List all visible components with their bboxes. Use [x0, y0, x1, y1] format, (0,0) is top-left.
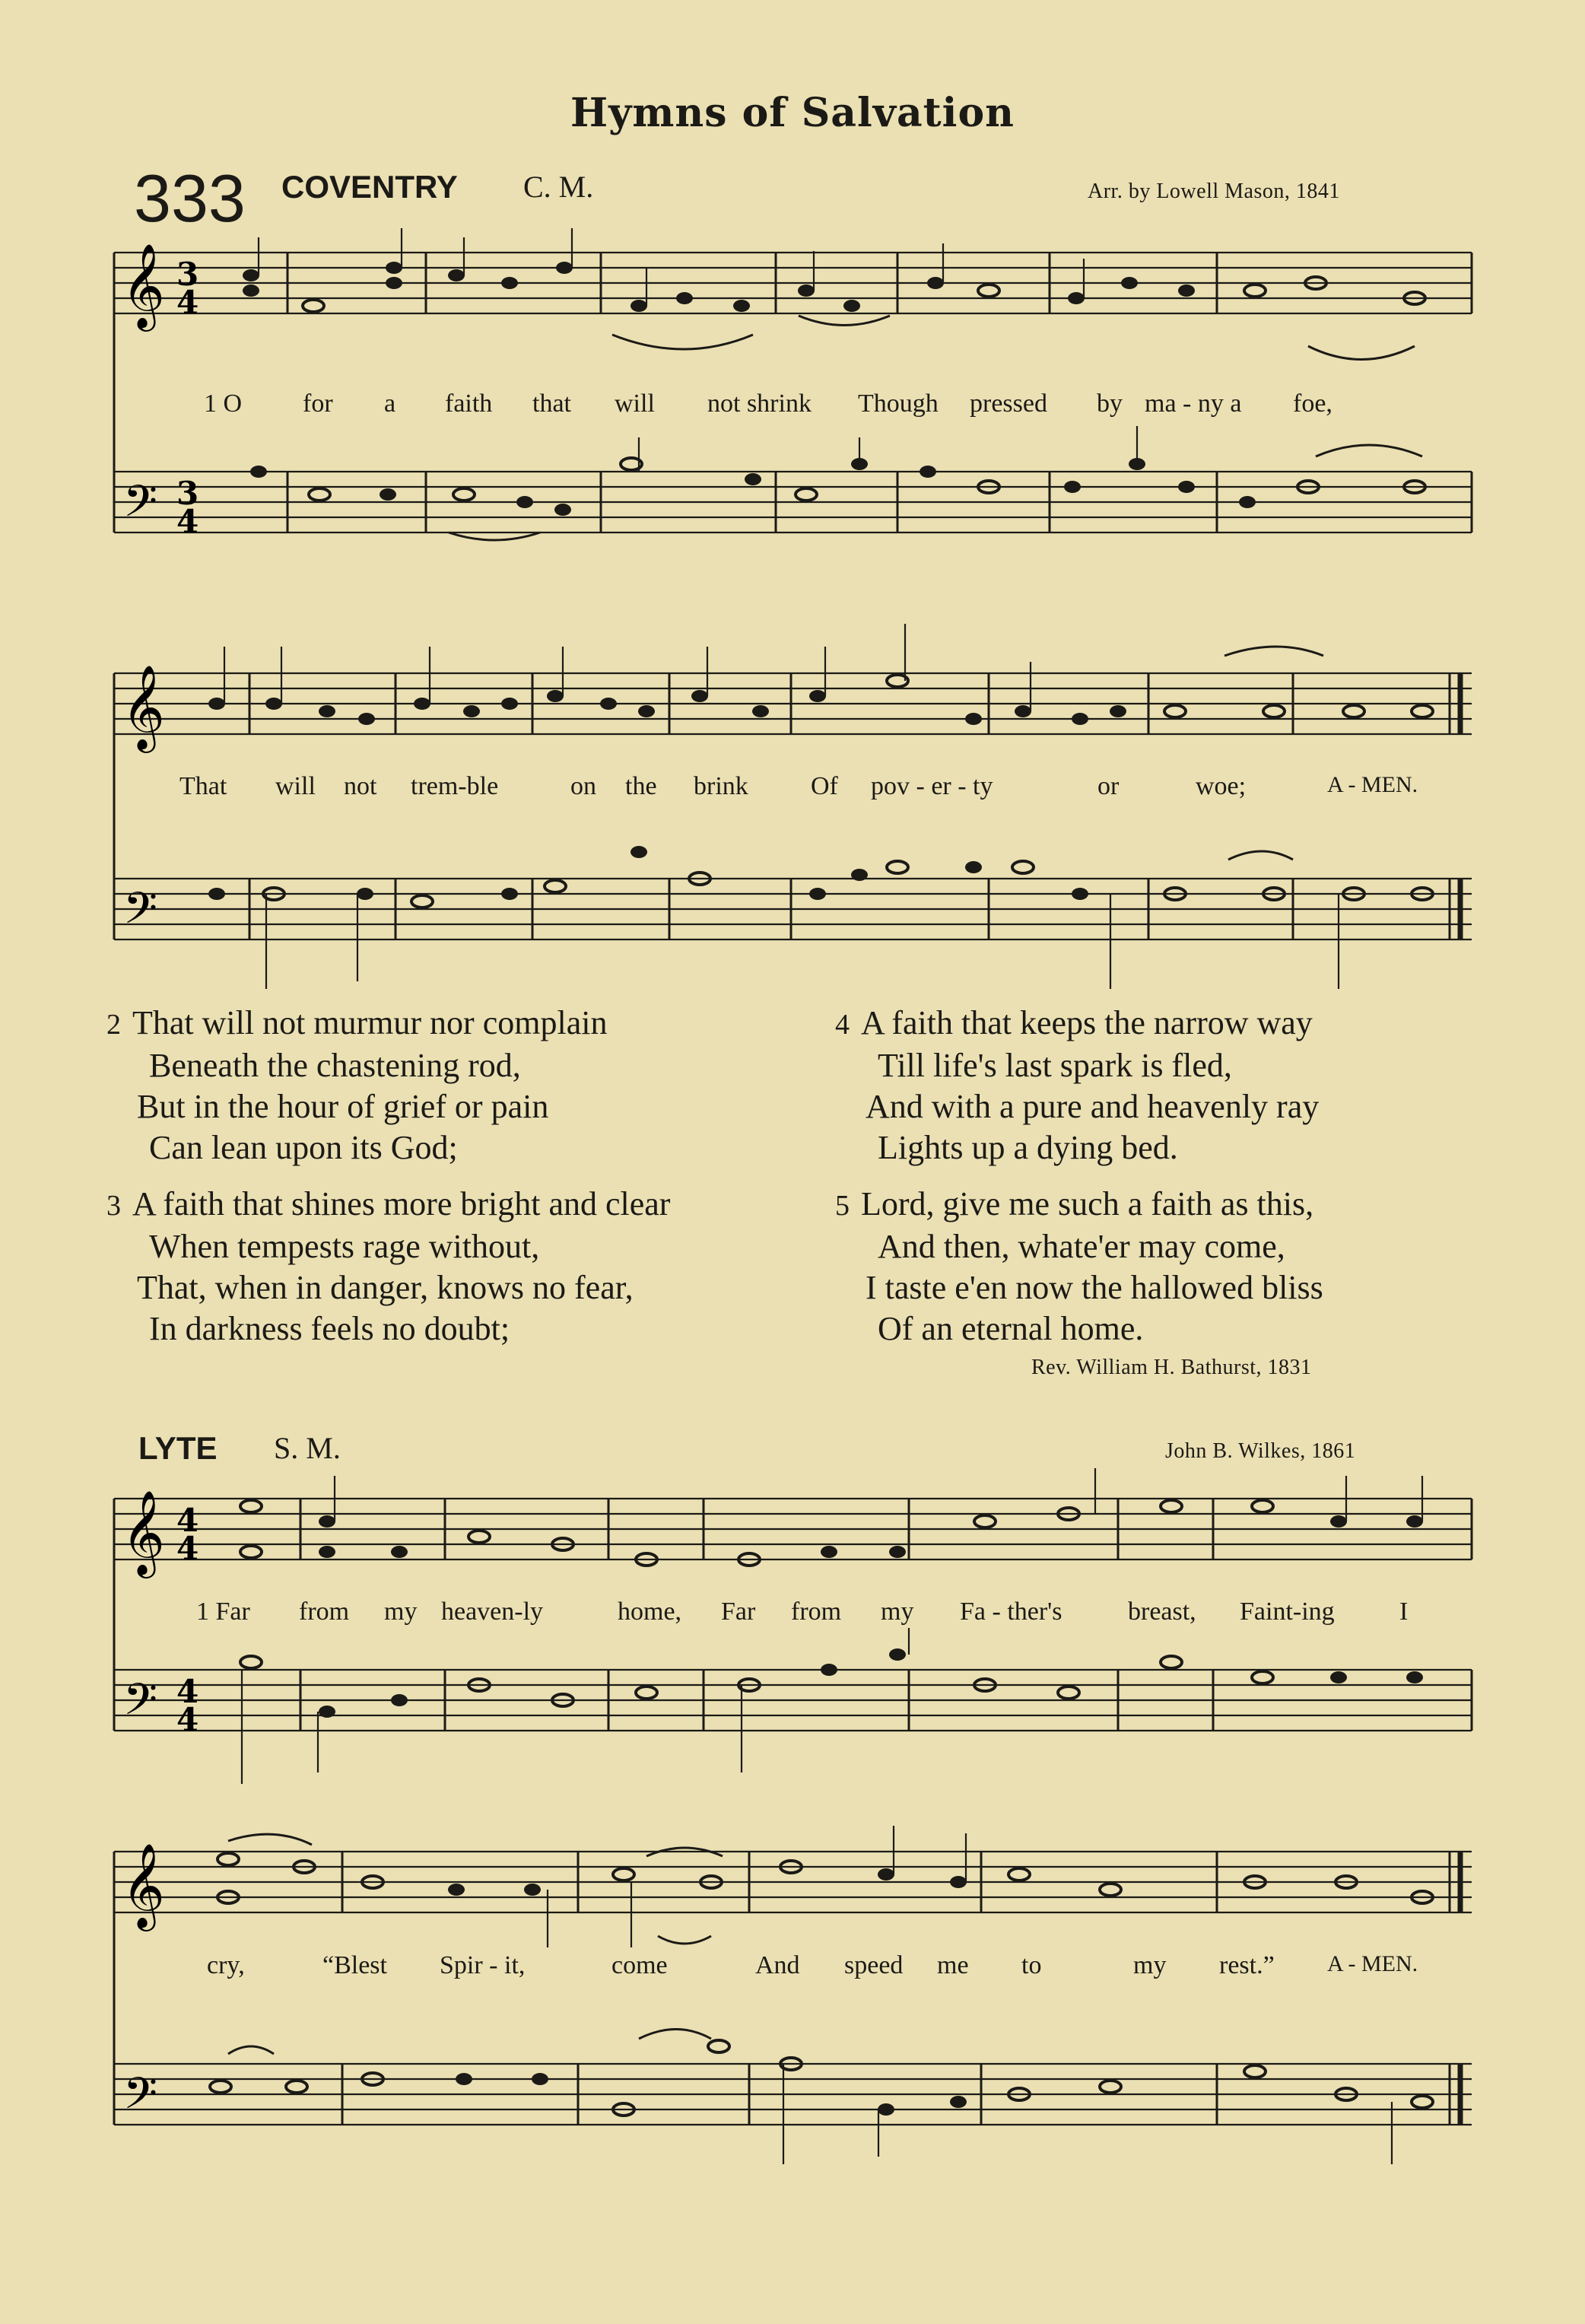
lyric-word: on	[570, 772, 596, 800]
tune-name: LYTE	[138, 1430, 218, 1466]
verse-line: Can lean upon its God;	[149, 1129, 458, 1166]
verse-line: And then, whate'er may come,	[878, 1228, 1285, 1265]
lyric-word: I	[1399, 1598, 1409, 1626]
treble-clef-icon: 𝄞	[122, 1842, 165, 1928]
lyric-word: the	[625, 772, 657, 800]
running-head: Hymns of Salvation	[570, 90, 1015, 136]
lyric-word: by	[1097, 389, 1123, 418]
verse-number: 2	[106, 1009, 121, 1041]
lyric-word: a	[384, 389, 396, 418]
verse-line: A faith that shines more bright and clear	[132, 1185, 671, 1222]
lyric-word: trem-ble	[411, 772, 499, 800]
lyric-word: Spir - it,	[440, 1951, 526, 1979]
verse-line: That, when in danger, knows no fear,	[137, 1269, 634, 1306]
bass-clef-icon: 𝄢	[123, 882, 158, 945]
lyric-word: 1 O	[204, 389, 243, 418]
lyric-word: A - MEN.	[1327, 772, 1418, 797]
verse-line: Till life's last spark is fled,	[878, 1047, 1232, 1084]
lyric-word: come	[611, 1951, 668, 1979]
svg-text:4: 4	[176, 1530, 199, 1567]
bass-clef-icon: 𝄢	[123, 475, 158, 538]
lyric-word: home,	[618, 1598, 682, 1626]
lyric-word: rest.”	[1219, 1951, 1275, 1979]
verse-line: When tempests rage without,	[149, 1228, 540, 1265]
time-sig-bottom: 4	[176, 284, 199, 321]
verse-line: But in the hour of grief or pain	[137, 1088, 549, 1125]
lyric-word: Fa - ther's	[960, 1598, 1062, 1626]
lyric-word: Though	[858, 389, 939, 418]
tune-name: COVENTRY	[281, 169, 458, 205]
lyric-word: will	[615, 389, 655, 418]
lyric-word: “Blest	[322, 1951, 387, 1979]
verse-number: 3	[106, 1190, 121, 1222]
svg-text:4: 4	[176, 1502, 199, 1539]
lyric-word: ma - ny a	[1145, 389, 1242, 418]
lyric-word: for	[303, 389, 333, 418]
lyric-word: And	[755, 1951, 800, 1979]
verse-line: Of an eternal home.	[878, 1310, 1144, 1347]
lyric-word: foe,	[1293, 389, 1332, 418]
treble-clef-icon: 𝄞	[122, 1489, 165, 1575]
lyric-word: breast,	[1128, 1598, 1196, 1626]
verse-line: Beneath the chastening rod,	[149, 1047, 521, 1084]
lyric-word: my	[1133, 1951, 1167, 1979]
author-credit: Rev. William H. Bathurst, 1831	[1031, 1356, 1312, 1379]
lyric-word: from	[299, 1598, 350, 1626]
lyric-word: pov - er - ty	[871, 772, 993, 800]
lyric-word: to	[1021, 1951, 1042, 1979]
lyric-word: faith	[445, 389, 493, 418]
lyric-word: my	[384, 1598, 418, 1626]
lyric-word: my	[881, 1598, 914, 1626]
verse-line: A faith that keeps the narrow way	[861, 1004, 1313, 1041]
bass-clef-icon: 𝄢	[123, 1674, 158, 1736]
treble-clef-icon: 𝄞	[122, 664, 165, 749]
verse-line: In darkness feels no doubt;	[149, 1310, 510, 1347]
lyric-word: will	[275, 772, 316, 800]
verse-line: Lights up a dying bed.	[878, 1129, 1178, 1166]
lyric-word: A - MEN.	[1327, 1951, 1418, 1976]
svg-text:4: 4	[176, 1673, 199, 1710]
lyric-word: cry,	[207, 1951, 245, 1979]
lyric-word: Of	[811, 772, 838, 800]
svg-text:3: 3	[176, 475, 199, 512]
lyric-word: brink	[694, 772, 748, 800]
verse-line: I taste e'en now the hallowed bliss	[866, 1269, 1323, 1306]
lyric-word: pressed	[970, 389, 1047, 418]
lyric-word: me	[937, 1951, 969, 1979]
meter: S. M.	[274, 1431, 341, 1465]
lyric-word: that	[532, 389, 571, 418]
lyric-word: woe;	[1196, 772, 1247, 800]
lyric-word: That	[179, 772, 227, 800]
lyric-word: Far	[721, 1598, 756, 1626]
verse-number: 4	[835, 1009, 850, 1041]
svg-text:4: 4	[176, 503, 199, 540]
lyric-word: not shrink	[707, 389, 812, 418]
lyric-word: Faint-ing	[1240, 1598, 1335, 1626]
verse-line: Lord, give me such a faith as this,	[861, 1185, 1314, 1222]
svg-text:4: 4	[176, 1701, 199, 1738]
composer-credit: Arr. by Lowell Mason, 1841	[1088, 180, 1340, 203]
lyric-word: from	[791, 1598, 842, 1626]
composer-credit: John B. Wilkes, 1861	[1165, 1439, 1356, 1463]
verse-line: That will not murmur nor complain	[132, 1004, 608, 1041]
meter: C. M.	[523, 170, 594, 204]
lyric-word: or	[1097, 772, 1120, 800]
lyric-word: speed	[844, 1951, 904, 1979]
lyric-word: heaven-ly	[441, 1598, 544, 1626]
time-sig-top: 3	[176, 256, 199, 293]
lyric-word: 1 Far	[196, 1598, 250, 1626]
verse-number: 5	[835, 1190, 850, 1222]
verse-line: And with a pure and heavenly ray	[866, 1088, 1320, 1125]
bass-clef-icon: 𝄢	[123, 2068, 158, 2130]
lyric-word: not	[344, 772, 377, 800]
treble-clef-icon: 𝄞	[122, 243, 165, 328]
hymn-number: 333	[134, 161, 246, 236]
